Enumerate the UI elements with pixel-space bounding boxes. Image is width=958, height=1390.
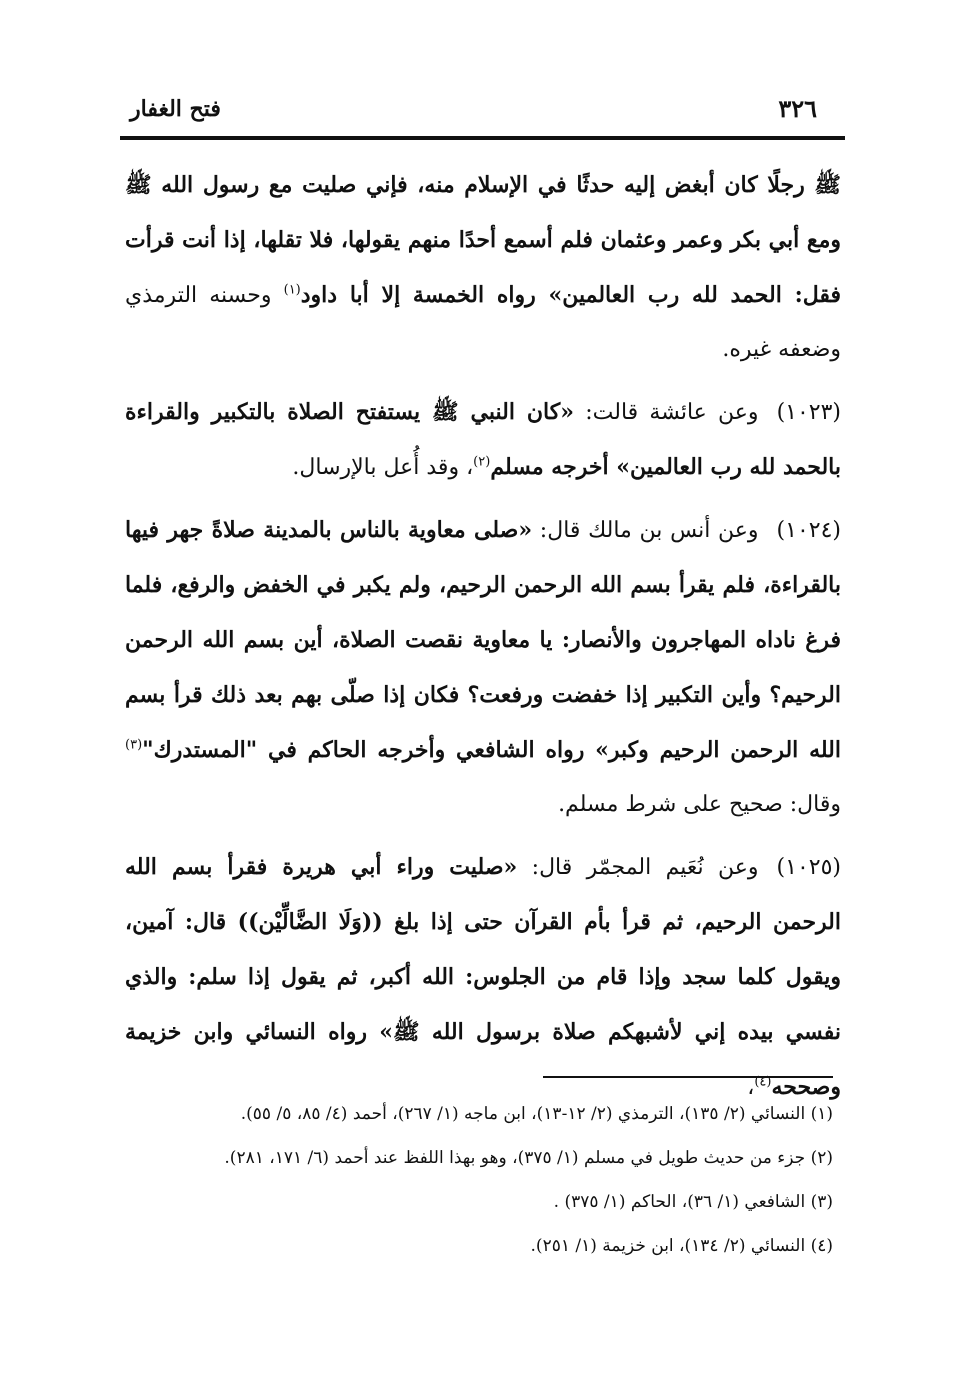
page-number: ٣٢٦ [778, 94, 817, 123]
paragraph-tail: ، وقد أُعل بالإرسال. [292, 455, 474, 480]
hadith-text: «صلى معاوية بالناس بالمدينة صلاةً جهر فيها بالقراءة، فلم يقرأ بسم الله الرحمن الرحيم، ولم يكبر في الخفض والرفع، فلما فرغ ناداه المهاجرون والأنصار: يا معاوية نقصت الصلاة، أين بسم الله الرحمن الرحيم؟ وأين التكبير إذا خفضت ورفعت؟ فكان إذا صلّى بهم بعد ذلك قرأ بسم الله الرحمن الرحيم وكبر» رواه الشافعي وأخرجه الحاكم في "المستدرك" [125, 517, 841, 763]
hadith-intro: وعن نُعَيم المجمّر قال: [517, 855, 759, 880]
footnotes [117, 1092, 833, 1268]
footnote-ref: (٣) [125, 737, 143, 753]
paragraph-tail: وحسنه الترمذي وضعفه غيره. [125, 283, 841, 362]
paragraph [125, 385, 841, 495]
footnote: (٣) الشافعي (١/ ٣٦)، الحاكم (١/ ٣٧٥) . [553, 1192, 833, 1212]
footnote-divider [543, 1076, 833, 1078]
hadith-number: (١٠٢٥) [776, 855, 841, 880]
paragraph [125, 840, 841, 1115]
hadith-text: ﷺ رجلًا كان أبغض إليه حدثًا في الإسلام منه، فإني صليت مع رسول الله ﷺ ومع أبي بكر وعمر وعثمان فلم أسمع أحدًا منهم يقولها، فلا تقلها، إذا أنت قرأت فقل: الحمد لله رب العالمين» رواه الخمسة إلا أبا داود [125, 172, 842, 308]
hadith-number: (١٠٢٣) [776, 400, 842, 425]
main-text [125, 158, 841, 1123]
footnote: (٢) جزء من حديث طويل في مسلم (١/ ٣٧٥)، وهو بهذا اللفظ عند أحمد (٦/ ١٧١، ٢٨١). [224, 1148, 833, 1168]
footnote-ref: (٢) [473, 454, 491, 470]
paragraph [125, 158, 841, 377]
hadith-intro: وعن عائشة قالت: [573, 400, 759, 425]
paragraph-tail: وقال: صحيح على شرط مسلم. [558, 792, 841, 817]
paragraph-tail: ، [747, 1075, 755, 1100]
hadith-text: «كان النبي ﷺ يستفتح الصلاة بالتكبير والقراءة بالحمد لله رب العالمين» أخرجه مسلم [125, 399, 841, 480]
page-header [120, 92, 845, 140]
hadith-number: (١٠٢٤) [776, 518, 841, 543]
footnote-ref: (٤) [754, 1074, 772, 1090]
book-title: فتح الغفار [130, 96, 221, 122]
footnote: (١) النسائي (٢/ ١٣٥)، الترمذي (٢/ ١٢-١٣)، ابن ماجه (١/ ٢٦٧)، أحمد (٤/ ٨٥، ٥/ ٥٥). [240, 1104, 833, 1124]
footnote: (٤) النسائي (٢/ ١٣٤)، ابن خزيمة (١/ ٢٥١). [530, 1236, 833, 1256]
hadith-intro: وعن أنس بن مالك قال: [532, 518, 759, 543]
footnote-ref: (١) [283, 282, 301, 298]
hadith-text: «صليت وراء أبي هريرة فقرأ بسم الله الرحمن الرحيم، ثم قرأ بأم القرآن حتى إذا بلغ ((وَلَا الضَّالِّيْن)) قال: آمين، ويقول كلما سجد وإذا قام من الجلوس: الله أكبر، ثم يقول إذا سلم: والذي نفسي بيده إني لأشبهكم صلاة برسول الله ﷺ» رواه النسائي وابن خزيمة وصححه [125, 854, 841, 1100]
paragraph [125, 503, 841, 832]
